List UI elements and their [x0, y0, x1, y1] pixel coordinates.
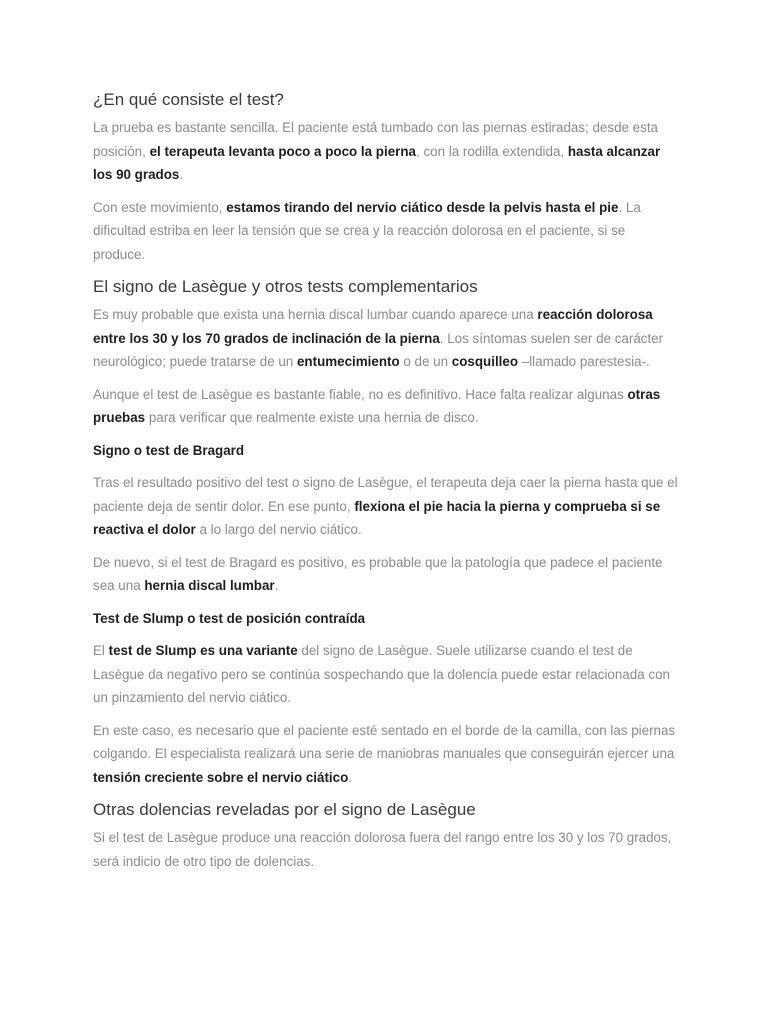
text-run: –llamado parestesia-.	[518, 354, 650, 369]
text-run: En este caso, es necesario que el paciente esté sentado en el borde de la camilla, con las piernas colgando. El especialista realizará una serie de maniobras manuales que conseguirán ejercer una	[93, 722, 676, 761]
bold-text: tensión creciente sobre el nervio ciático	[93, 769, 349, 785]
text-run: Tras el resultado positivo del test o signo de Lasègue, el terapeuta deja caer la pierna hasta que el paciente deja de sentir dolor. En ese punto,	[93, 475, 678, 514]
paragraph	[93, 383, 678, 430]
bold-text: test de Slump es una variante	[108, 643, 298, 658]
text-run: . Los síntomas suelen ser de carácter neurológico; puede tratarse de un	[93, 330, 664, 369]
text-run: del signo de Lasègue. Suele utilizarse cuando el test de Lasègue da negativo pero se continúa sospechando que la dolencia puede estar relacionada con un pinzamiento del nervio ciático.	[93, 643, 670, 705]
bold-text: cosquilleo	[451, 354, 519, 369]
text-run: , con la rodilla extendida,	[416, 143, 568, 159]
section-heading-lasegue: El signo de Lasègue y otros tests complementarios	[93, 277, 478, 296]
bold-text: entumecimiento	[296, 354, 400, 369]
text-run: Si el test de Lasègue produce una reacción dolorosa fuera del rango entre los 30 y los 70 grados, será indicio de otro tipo de dolencias.	[93, 830, 672, 869]
bold-text: reacción dolorosa entre los 30 y los 70 grados de inclinación de la pierna	[93, 307, 653, 346]
text-run: . La dificultad estriba en leer la tensión que se crea y la reacción dolorosa en el paciente, si se produce.	[93, 199, 641, 262]
bold-text: flexiona el pie hacia la pierna y comprueba si se reactiva el dolor	[93, 498, 661, 537]
paragraph	[93, 116, 678, 187]
text-run: Es muy probable que exista una hernia discal lumbar cuando aparece una	[93, 307, 538, 322]
text-run: El	[93, 643, 109, 658]
text-run: o de un	[399, 354, 452, 369]
subheading-slump: Test de Slump o test de posición contraída	[93, 610, 366, 626]
paragraph	[93, 639, 678, 710]
bold-text: hasta alcanzar los 90 grados	[93, 143, 661, 182]
bold-text: otras pruebas	[93, 386, 661, 425]
text-run: De nuevo, si el test de Bragard es positivo, es probable que la patología que padece el paciente sea una	[93, 554, 663, 593]
paragraph	[93, 551, 678, 598]
text-run: Aunque el test de Lasègue es bastante fiable, no es definitivo. Hace falta realizar algunas	[93, 386, 628, 402]
subheading-bragard: Signo o test de Bragard	[93, 442, 245, 458]
paragraph	[93, 471, 678, 542]
paragraph	[93, 719, 678, 790]
text-run: .	[274, 578, 279, 593]
text-run: Con este movimiento,	[93, 199, 227, 215]
paragraph	[93, 826, 678, 873]
text-run: .	[179, 167, 184, 182]
text-run: La prueba es bastante sencilla. El paciente está tumbado con las piernas estiradas; desde esta posición,	[93, 120, 658, 159]
section-heading-test: ¿En qué consiste el test?	[93, 90, 284, 109]
text-run: a lo largo del nervio ciático.	[195, 522, 362, 537]
bold-text: estamos tirando del nervio ciático desde la pelvis hasta el pie	[226, 199, 619, 215]
text-run: .	[348, 769, 352, 785]
document-page	[93, 88, 678, 882]
text-run: para verificar que realmente existe una hernia de disco.	[145, 410, 479, 425]
section-heading-otras-dolencias: Otras dolencias reveladas por el signo de Lasègue	[93, 800, 476, 819]
paragraph	[93, 303, 678, 374]
bold-text: el terapeuta levanta poco a poco la pierna	[149, 143, 416, 159]
paragraph	[93, 196, 678, 267]
bold-text: hernia discal lumbar	[144, 578, 275, 593]
